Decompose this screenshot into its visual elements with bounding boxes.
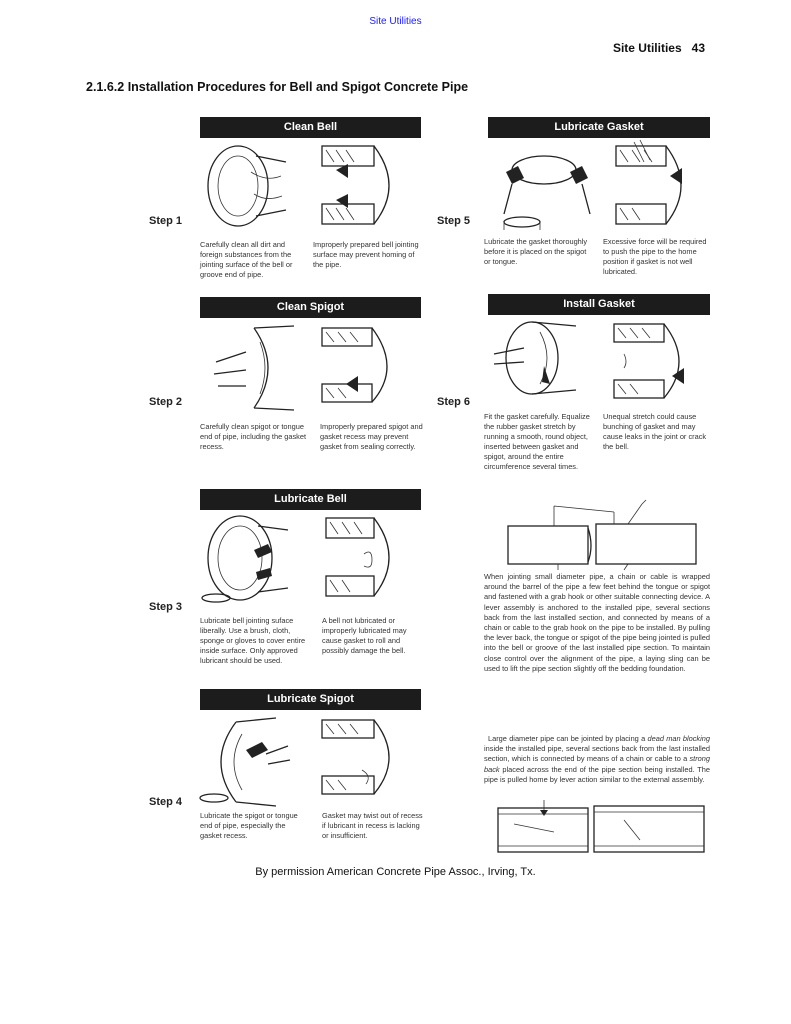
install-gasket-illustration [484,318,712,410]
lubricate-spigot-illustration [196,714,424,806]
jointing-text-c: placed across the end of the pipe section being installed. The pipe is pulled home by lever action similar to the external assembly. [484,764,710,784]
jointing-paragraph-1: When jointing small diameter pipe, a chain or cable is wrapped around the barrel of the pipe a few feet behind the tongue or spigot and fastened with a grab hook or other suitable connecting device. A lever assembly is anchored to the installed pipe, several sections back from the last installed section, and connected by means of a chain or cable to the grab hook on the pipe to be installed. By pulling the lever back, the tongue or spigot of the pipe being jointed is pulled into the bell or groove of the last installed pipe section. To maintain close control over the alignment of the pipe, a laying sling can be used to lift the pipe section slightly off the bedding foundation. [484,572,710,673]
running-header [613,41,705,55]
step-1-title-bar: Clean Bell [200,117,421,138]
step-5-title-bar: Lubricate Gasket [488,117,710,138]
step-4-caption-right: Gasket may twist out of recess if lubricant in recess is lacking or insufficient. [322,811,423,840]
lubricate-gasket-illustration [484,142,712,234]
dead-man-blocking-term: dead man blocking [647,734,710,743]
step-1-label: Step 1 [149,215,183,227]
step-5-label: Step 5 [437,215,471,227]
internal-jointing-illustration [494,800,710,854]
step-3-title-bar: Lubricate Bell [200,489,421,510]
running-title: Site Utilities [612,41,682,55]
jointing-text-b: inside the installed pipe, several sections back from the last installed section, which is connected by means of a chain or cable to a [484,744,710,764]
external-jointing-illustration [498,500,710,570]
clean-spigot-illustration [196,322,424,414]
step-2-caption-right: Improperly prepared spigot and gasket recess may prevent gasket from sealing correctly. [320,422,423,451]
permission-credit: By permission American Concrete Pipe Assoc., Irving, Tx. [255,866,536,878]
step-4-caption-left: Lubricate the spigot or tongue end of pipe, especially the gasket recess. [200,811,298,840]
step-2-title-bar: Clean Spigot [200,297,421,318]
site-utilities-link[interactable]: Site Utilities [369,16,422,27]
step-3-caption-left: Lubricate bell jointing suface liberally. Use a brush, cloth, sponge or gloves to cover entire inside surface. Only approved lubricant should be used. [200,616,306,665]
jointing-text-a: Large diameter pipe can be jointed by placing a [488,734,648,743]
section-title: 2.1.6.2 Installation Procedures for Bell and Spigot Concrete Pipe [86,80,469,94]
step-6-title-bar: Install Gasket [488,294,710,315]
lubricate-bell-illustration [196,514,424,606]
step-6-caption-right: Unequal stretch could cause bunching of gasket and may cause leaks in the joint or crack the bell. [603,412,707,451]
step-2-label: Step 2 [149,396,183,408]
step-5-caption-right: Excessive force will be required to push the pipe to the home position if gasket is not well lubricated. [603,237,707,276]
step-6-caption-left: Fit the gasket carefully. Equalize the rubber gasket stretch by running a smooth, round object, inserted between gasket and spigot, around the entire circumference several times. [484,412,590,471]
step-4-title-bar: Lubricate Spigot [200,689,421,710]
page-number: 43 [691,41,705,55]
step-2-caption-left: Carefully clean spigot or tongue end of pipe, including the gasket recess. [200,422,307,451]
step-4-label: Step 4 [149,796,183,808]
jointing-paragraph-2 [484,734,710,785]
step-6-label: Step 6 [437,396,471,408]
strong-back-term: strong back [484,754,710,774]
clean-bell-illustration [196,142,424,234]
step-1-caption-left: Carefully clean all dirt and foreign substances from the jointing surface of the bell or groove end of pipe. [200,240,293,279]
step-3-caption-right: A bell not lubricated or improperly lubricated may cause gasket to roll and possibly damage the bell. [322,616,407,655]
step-3-label: Step 3 [149,601,183,613]
step-5-caption-left: Lubricate the gasket thoroughly before it is placed on the spigot or tongue. [484,237,588,266]
step-1-caption-right: Improperly prepared bell jointing surface may prevent homing of the pipe. [313,240,419,269]
